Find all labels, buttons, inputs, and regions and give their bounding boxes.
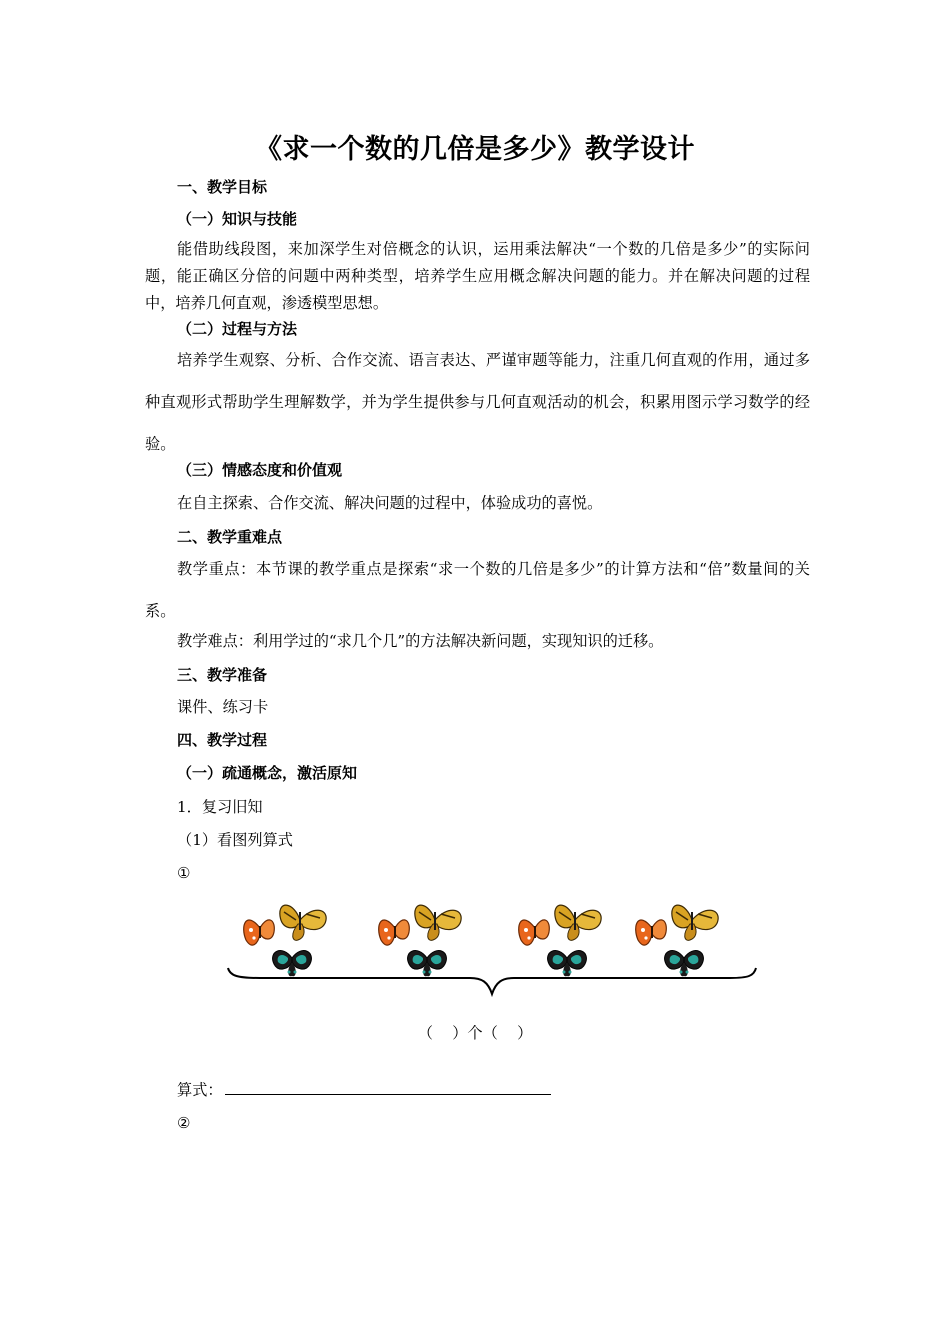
heading-knowledge: （一）知识与技能 [177,210,298,228]
heading-procedure: 四、教学过程 [177,731,268,749]
butterfly-figure [220,892,765,1002]
butterfly-icon [244,920,275,945]
heading-emotion: （三）情感态度和价值观 [177,461,343,479]
paragraph-key-point: 教学重点：本节课的教学重点是探索“求一个数的几倍是多少”的计算方法和“倍”数量间的关系。 [145,560,810,620]
butterfly-group-3 [519,905,601,976]
heading-step1: （一）疏通概念，激活原知 [177,764,358,782]
heading-key-points: 二、教学重难点 [177,528,283,546]
formula-answer-blank[interactable] [225,1078,551,1095]
label-look-and-write: （1）看图列算式 [177,831,293,849]
butterfly-icon [415,905,461,940]
label-item-2: ② [177,1114,191,1132]
butterfly-icon [280,905,326,940]
curly-brace [228,968,756,994]
heading-goals: 一、教学目标 [177,178,268,196]
paragraph-emotion: 在自主探索、合作交流、解决问题的过程中，体验成功的喜悦。 [177,494,603,512]
figure-caption: （ ）个（ ） [417,1024,533,1042]
butterfly-icon [408,951,447,977]
heading-process: （二）过程与方法 [177,320,298,338]
paragraph-process: 培养学生观察、分析、合作交流、语言表达、严谨审题等能力，注重几何直观的作用，通过多种直观形式帮助学生理解数学，并为学生提供参与几何直观活动的机会，积累用图示学习数学的经验。 [145,351,810,453]
butterfly-icon [519,920,550,945]
butterfly-icon [665,951,704,977]
paragraph-preparation: 课件、练习卡 [177,698,269,716]
paragraph-difficult-point: 教学难点：利用学过的“求几个几”的方法解决新问题，实现知识的迁移。 [177,632,664,650]
butterfly-group-1 [244,905,326,976]
butterfly-group-2 [379,905,461,976]
formula-line [177,1078,551,1101]
butterfly-icon [636,920,667,945]
formula-label: 算式： [177,1081,223,1099]
butterfly-icon [273,951,312,977]
butterfly-icon [672,905,718,940]
label-review: 1．复习旧知 [177,798,263,816]
document-title: 《求一个数的几倍是多少》教学设计 [255,134,695,165]
butterfly-group-4 [636,905,718,976]
heading-preparation: 三、教学准备 [177,666,268,684]
butterfly-icon [379,920,410,945]
butterfly-icon [548,951,587,977]
paragraph-knowledge: 能借助线段图，来加深学生对倍概念的认识，运用乘法解决“一个数的几倍是多少”的实际问题，能正确区分倍的问题中两种类型，培养学生应用概念解决问题的能力。并在解决问题的过程中，培养几何直观，渗透模型思想。 [145,240,810,312]
butterfly-icon [555,905,601,940]
label-item-1: ① [177,864,191,882]
